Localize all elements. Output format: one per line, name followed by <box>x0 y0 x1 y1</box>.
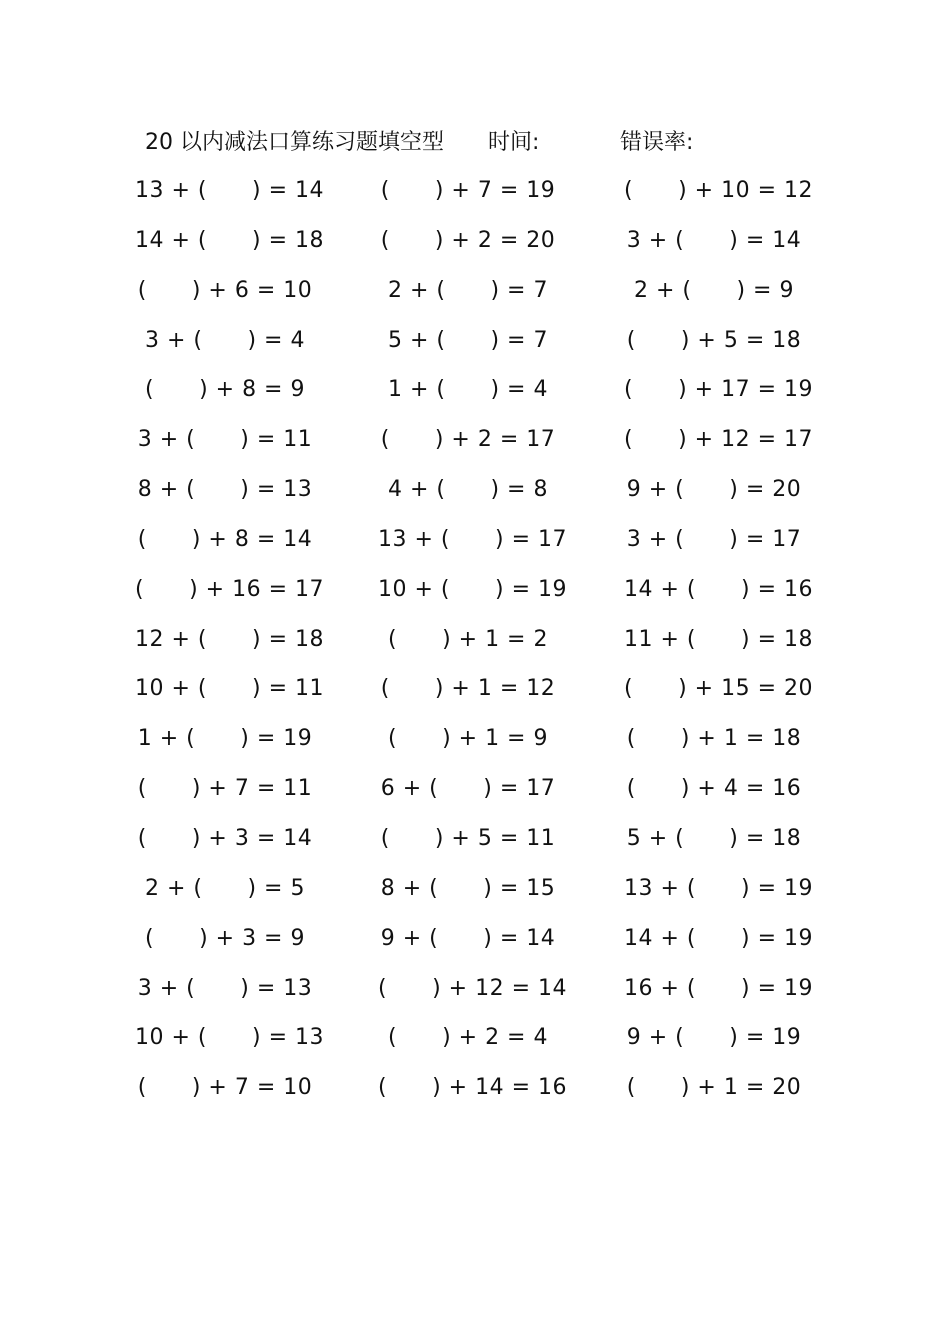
problem-row <box>0 672 950 722</box>
problem-item: 4 + ( ) = 8 <box>387 477 548 503</box>
problem-item: ( ) + 7 = 10 <box>137 1075 313 1101</box>
problem-item: ( ) + 5 = 18 <box>626 327 802 353</box>
problem-item: 10 + ( ) = 13 <box>135 1025 324 1051</box>
problem-row <box>0 922 950 972</box>
problem-item: 16 + ( ) = 19 <box>624 975 813 1001</box>
problem-item: ( ) + 5 = 11 <box>380 825 556 851</box>
problem-item: 9 + ( ) = 19 <box>626 1025 802 1051</box>
problem-item: ( ) + 3 = 14 <box>137 825 313 851</box>
problem-item: 9 + ( ) = 20 <box>626 477 802 503</box>
problem-item: ( ) + 6 = 10 <box>137 277 313 303</box>
problem-item: 2 + ( ) = 9 <box>633 277 794 303</box>
problem-item: ( ) + 1 = 9 <box>387 726 548 752</box>
problem-item: ( ) + 2 = 4 <box>387 1025 548 1051</box>
problem-item: ( ) + 12 = 14 <box>378 975 567 1001</box>
problem-row <box>0 722 950 772</box>
problem-item: 9 + ( ) = 14 <box>380 925 556 951</box>
problem-item: ( ) + 2 = 17 <box>380 427 556 453</box>
problem-item: ( ) + 17 = 19 <box>624 377 813 403</box>
problem-item: 3 + ( ) = 13 <box>137 975 313 1001</box>
problem-item: 3 + ( ) = 11 <box>137 427 313 453</box>
problem-item: 13 + ( ) = 14 <box>135 178 324 203</box>
problem-item: ( ) + 1 = 12 <box>380 676 556 702</box>
problem-row <box>0 423 950 473</box>
problem-item: ( ) + 1 = 18 <box>626 726 802 752</box>
problem-row <box>0 523 950 573</box>
problem-row <box>0 772 950 822</box>
problem-item: ( ) + 15 = 20 <box>624 676 813 702</box>
problem-item: 13 + ( ) = 17 <box>378 526 567 552</box>
problem-item: 3 + ( ) = 4 <box>144 327 305 353</box>
problem-item: ( ) + 4 = 16 <box>626 776 802 802</box>
problem-row <box>0 373 950 423</box>
problem-item: 11 + ( ) = 18 <box>624 626 813 652</box>
problem-row <box>0 1021 950 1071</box>
problem-item: 8 + ( ) = 15 <box>380 875 556 901</box>
problem-item: 14 + ( ) = 16 <box>624 576 813 602</box>
problem-row <box>0 174 950 224</box>
problem-item: ( ) + 3 = 9 <box>144 925 305 951</box>
error-rate-label: 错误率: <box>620 130 694 155</box>
problem-item: ( ) + 8 = 14 <box>137 526 313 552</box>
problem-item: ( ) + 7 = 11 <box>137 776 313 802</box>
problem-row <box>0 872 950 922</box>
problem-item: ( ) + 10 = 12 <box>624 178 813 203</box>
problem-item: 10 + ( ) = 19 <box>378 576 567 602</box>
problem-item: ( ) + 7 = 19 <box>380 178 556 203</box>
problem-item: ( ) + 12 = 17 <box>624 427 813 453</box>
problem-item: 5 + ( ) = 7 <box>387 327 548 353</box>
problem-row <box>0 324 950 374</box>
problem-item: 13 + ( ) = 19 <box>624 875 813 901</box>
problem-row <box>0 623 950 673</box>
problem-row <box>0 573 950 623</box>
problem-item: 6 + ( ) = 17 <box>380 776 556 802</box>
problem-row <box>0 1071 950 1121</box>
problem-row <box>0 972 950 1022</box>
problem-item: 12 + ( ) = 18 <box>135 626 324 652</box>
problem-item: 5 + ( ) = 18 <box>626 825 802 851</box>
problem-row <box>0 473 950 523</box>
problem-item: 2 + ( ) = 5 <box>144 875 305 901</box>
problem-item: 8 + ( ) = 13 <box>137 477 313 503</box>
problem-grid <box>0 174 950 1121</box>
problem-item: 2 + ( ) = 7 <box>387 277 548 303</box>
problem-row <box>0 822 950 872</box>
problem-item: 3 + ( ) = 14 <box>626 227 802 253</box>
problem-item: ( ) + 16 = 17 <box>135 576 324 602</box>
problem-item: 1 + ( ) = 4 <box>387 377 548 403</box>
worksheet-title: 20 以内减法口算练习题填空型 <box>145 130 444 155</box>
problem-row <box>0 224 950 274</box>
problem-item: 1 + ( ) = 19 <box>137 726 313 752</box>
problem-item: 3 + ( ) = 17 <box>626 526 802 552</box>
problem-item: ( ) + 8 = 9 <box>144 377 305 403</box>
problem-item: ( ) + 2 = 20 <box>380 227 556 253</box>
problem-item: 14 + ( ) = 19 <box>624 925 813 951</box>
problem-item: 14 + ( ) = 18 <box>135 227 324 253</box>
time-label: 时间: <box>488 130 540 155</box>
worksheet-header <box>0 126 950 160</box>
problem-item: ( ) + 14 = 16 <box>378 1075 567 1101</box>
problem-item: 10 + ( ) = 11 <box>135 676 324 702</box>
problem-item: ( ) + 1 = 2 <box>387 626 548 652</box>
problem-row <box>0 274 950 324</box>
problem-item: ( ) + 1 = 20 <box>626 1075 802 1101</box>
